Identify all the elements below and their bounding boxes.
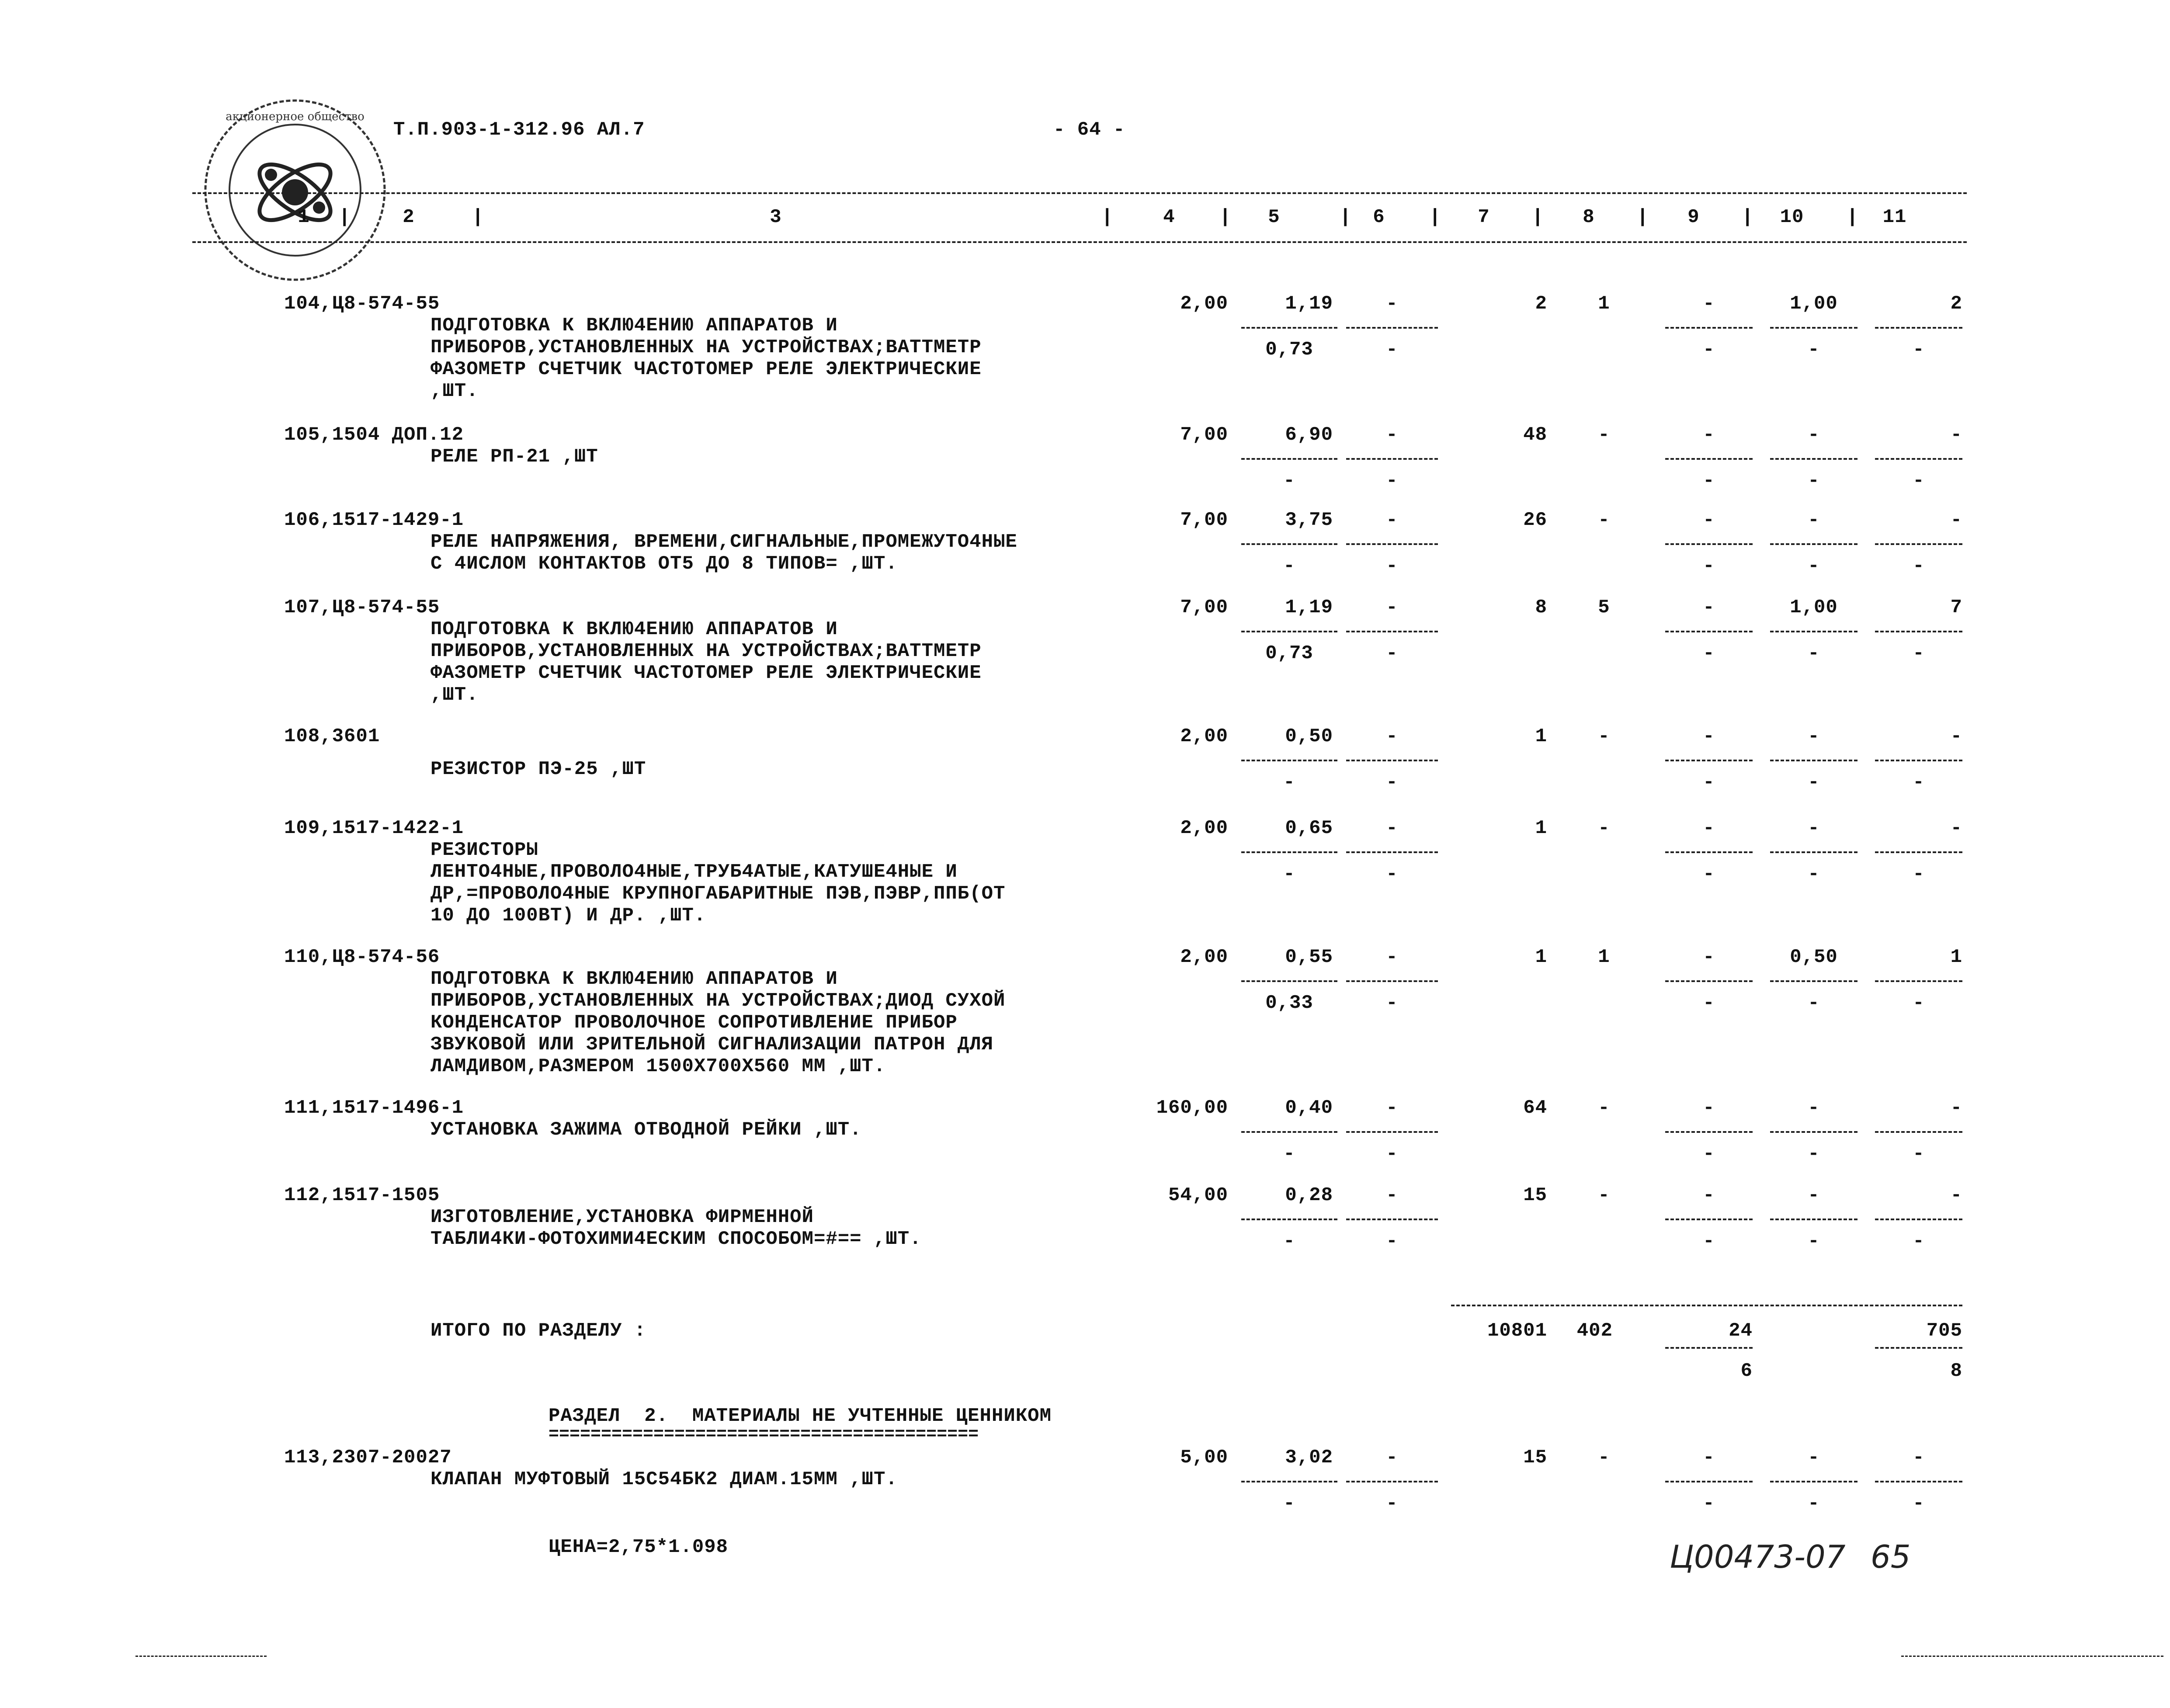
- item-111-col9: -: [1703, 1097, 1715, 1119]
- item-106-desc-line: С 4ИСЛОМ КОНТАКТОВ ОТ5 ДО 8 ТИПОВ= ,ШТ.: [431, 553, 898, 575]
- item-108-col5: 0,50: [1285, 726, 1333, 747]
- item-105-col10-sub: -: [1808, 470, 1820, 492]
- item-109-col8: -: [1598, 817, 1610, 839]
- item-107-desc-line: ПРИБОРОВ,УСТАНОВЛЕННЫХ НА УСТРОЙСТВАХ;ВАТТМЕТР: [431, 640, 982, 662]
- section-2-underline: =========================================: [549, 1425, 979, 1444]
- item-113-col10: -: [1808, 1447, 1820, 1468]
- item-107-col5: 1,19: [1285, 597, 1333, 618]
- item-113-col6-sub: -: [1386, 1493, 1398, 1514]
- item-110-desc-line: ПОДГОТОВКА К ВКЛЮ4ЕНИЮ АППАРАТОВ И: [431, 968, 838, 990]
- item-112-col11-sub: -: [1913, 1230, 1925, 1252]
- item-109-col11-sub: -: [1913, 863, 1925, 885]
- item-106-col11-sub: -: [1913, 555, 1925, 577]
- item-112-col6-sub: -: [1386, 1230, 1398, 1252]
- cell-divider: [1665, 760, 1753, 761]
- item-104-desc-line: ПРИБОРОВ,УСТАНОВЛЕННЫХ НА УСТРОЙСТВАХ;ВАТТМЕТР: [431, 337, 982, 358]
- cell-divider: [1241, 327, 1337, 329]
- cell-divider: [1346, 1131, 1438, 1133]
- item-107-col5-sub: 0,73: [1265, 642, 1313, 664]
- item-107-desc-line: ПОДГОТОВКА К ВКЛЮ4ЕНИЮ АППАРАТОВ И: [431, 618, 838, 640]
- col-header-2: 2: [403, 206, 415, 228]
- item-109-col5: 0,65: [1285, 817, 1333, 839]
- cell-divider: [1346, 760, 1438, 761]
- item-108-col5-sub: -: [1283, 771, 1295, 793]
- item-111-col5: 0,40: [1285, 1097, 1333, 1119]
- cell-divider: [1241, 1131, 1337, 1133]
- item-111-col11-sub: -: [1913, 1143, 1925, 1165]
- col-header-7: 7: [1478, 206, 1490, 228]
- item-105-col5-sub: -: [1283, 470, 1295, 492]
- item-113-col5: 3,02: [1285, 1447, 1333, 1468]
- item-107-col10: 1,00: [1790, 597, 1838, 618]
- col-header-5: 5: [1268, 206, 1280, 228]
- item-108-col10: -: [1808, 726, 1820, 747]
- item-112-col5: 0,28: [1285, 1184, 1333, 1206]
- item-110-col8: 1: [1598, 946, 1610, 968]
- item-105-col11-sub: -: [1913, 470, 1925, 492]
- document-code: Т.П.903-1-312.96 АЛ.7: [393, 119, 645, 141]
- item-112-col5-sub: -: [1283, 1230, 1295, 1252]
- totals-col11: 705: [1926, 1320, 1962, 1342]
- item-104-col11-sub: -: [1913, 339, 1925, 361]
- cell-divider: [1665, 543, 1753, 545]
- cell-divider: [1665, 327, 1753, 329]
- item-106-col10: -: [1808, 509, 1820, 531]
- item-106-desc-line: РЕЛЕ НАПРЯЖЕНИЯ, ВРЕМЕНИ,СИГНАЛЬНЫЕ,ПРОМЕЖУТО4НЫЕ: [431, 531, 1017, 553]
- item-113-col9-sub: -: [1703, 1493, 1715, 1514]
- item-109-desc-line: РЕЗИСТОРЫ: [431, 839, 538, 861]
- item-113-col11: -: [1913, 1447, 1925, 1468]
- item-111-col8: -: [1598, 1097, 1610, 1119]
- item-112-col11: -: [1950, 1184, 1962, 1206]
- item-106-col11: -: [1950, 509, 1962, 531]
- item-113-col6: -: [1386, 1447, 1398, 1468]
- cell-divider: [1770, 760, 1858, 761]
- item-111-col9-sub: -: [1703, 1143, 1715, 1165]
- organization-stamp: [199, 94, 391, 286]
- item-106-id: 106,1517-1429-1: [284, 509, 464, 531]
- item-108-col6-sub: -: [1386, 771, 1398, 793]
- item-106-col4: 7,00: [1180, 509, 1228, 531]
- col-header-9: 9: [1687, 206, 1700, 228]
- cell-divider: [1875, 1219, 1962, 1220]
- item-108-col9-sub: -: [1703, 771, 1715, 793]
- item-110-col10: 0,50: [1790, 946, 1838, 968]
- cell-divider: [1875, 851, 1962, 853]
- item-107-col9-sub: -: [1703, 642, 1715, 664]
- item-113-col4: 5,00: [1180, 1447, 1228, 1468]
- item-108-col11: -: [1950, 726, 1962, 747]
- item-104-desc-line: ,ШТ.: [431, 380, 479, 402]
- item-106-col5-sub: -: [1283, 555, 1295, 577]
- item-108-col10-sub: -: [1808, 771, 1820, 793]
- item-105-col7: 48: [1523, 424, 1547, 446]
- cell-divider: [1241, 760, 1337, 761]
- cell-divider: [1875, 543, 1962, 545]
- cell-divider: [1346, 543, 1438, 545]
- item-110-desc-line: ЛАМДИВОМ,РАЗМЕРОМ 1500Х700Х560 ММ ,ШТ.: [431, 1055, 886, 1077]
- item-110-col9: -: [1703, 946, 1715, 968]
- item-112-col10-sub: -: [1808, 1230, 1820, 1252]
- item-111-desc-line: УСТАНОВКА ЗАЖИМА ОТВОДНОЙ РЕЙКИ ,ШТ.: [431, 1119, 862, 1141]
- cell-divider: [1241, 458, 1337, 460]
- item-107-col11: 7: [1950, 597, 1962, 618]
- item-109-desc-line: ЛЕНТО4НЫЕ,ПРОВОЛО4НЫЕ,ТРУБ4АТЫЕ,КАТУШЕ4НЫЕ И: [431, 861, 958, 883]
- item-112-id: 112,1517-1505: [284, 1184, 440, 1206]
- item-112-desc-line: ТАБЛИ4КИ-ФОТОХИМИ4ЕСКИМ СПОСОБОМ=#== ,ШТ.: [431, 1228, 922, 1250]
- item-106-col10-sub: -: [1808, 555, 1820, 577]
- item-109-col9-sub: -: [1703, 863, 1715, 885]
- item-104-desc-line: ФАЗОМЕТР СЧЕТЧИК ЧАСТОТОМЕР РЕЛЕ ЭЛЕКТРИЧЕСКИЕ: [431, 358, 982, 380]
- item-113-col11-sub: -: [1913, 1493, 1925, 1514]
- item-110-col9-sub: -: [1703, 992, 1715, 1014]
- item-104-id: 104,Ц8-574-55: [284, 293, 440, 315]
- item-108-col6: -: [1386, 726, 1398, 747]
- item-105-col6: -: [1386, 424, 1398, 446]
- cell-divider: [1875, 1131, 1962, 1133]
- item-109-desc-line: ДР,=ПРОВОЛО4НЫЕ КРУПНОГАБАРИТНЫЕ ПЭВ,ПЭВР,ППБ(ОТ: [431, 883, 1006, 905]
- item-109-col5-sub: -: [1283, 863, 1295, 885]
- item-109-col7: 1: [1535, 817, 1547, 839]
- cell-divider: [1665, 1219, 1753, 1220]
- col-header-6: 6: [1373, 206, 1385, 228]
- item-112-col4: 54,00: [1168, 1184, 1228, 1206]
- item-105-col8: -: [1598, 424, 1610, 446]
- header-top-rule: [192, 192, 1967, 194]
- item-110-col4: 2,00: [1180, 946, 1228, 968]
- item-111-col10: -: [1808, 1097, 1820, 1119]
- cell-divider: [1875, 327, 1962, 329]
- item-104-col5-sub: 0,73: [1265, 339, 1313, 361]
- item-104-desc-line: ПОДГОТОВКА К ВКЛЮ4ЕНИЮ АППАРАТОВ И: [431, 315, 838, 337]
- section-2-title: РАЗДЕЛ 2. МАТЕРИАЛЫ НЕ УЧТЕННЫЕ ЦЕННИКОМ: [549, 1405, 1052, 1427]
- item-106-col6-sub: -: [1386, 555, 1398, 577]
- item-111-col10-sub: -: [1808, 1143, 1820, 1165]
- item-107-col9: -: [1703, 597, 1715, 618]
- item-109-col10: -: [1808, 817, 1820, 839]
- item-107-col7: 8: [1535, 597, 1547, 618]
- cell-divider: [1346, 980, 1438, 982]
- item-104-col6-sub: -: [1386, 339, 1398, 361]
- item-106-col9: -: [1703, 509, 1715, 531]
- item-113-id: 113,2307-20027: [284, 1447, 452, 1468]
- item-109-col10-sub: -: [1808, 863, 1820, 885]
- item-105-col10: -: [1808, 424, 1820, 446]
- item-108-col11-sub: -: [1913, 771, 1925, 793]
- item-111-col6: -: [1386, 1097, 1398, 1119]
- item-107-desc-line: ФАЗОМЕТР СЧЕТЧИК ЧАСТОТОМЕР РЕЛЕ ЭЛЕКТРИЧЕСКИЕ: [431, 662, 982, 684]
- item-104-col9: -: [1703, 293, 1715, 315]
- item-113-col9: -: [1703, 1447, 1715, 1468]
- item-110-col11-sub: -: [1913, 992, 1925, 1014]
- cell-divider: [1241, 543, 1337, 545]
- item-111-id: 111,1517-1496-1: [284, 1097, 464, 1119]
- item-111-col7: 64: [1523, 1097, 1547, 1119]
- item-112-col9-sub: -: [1703, 1230, 1715, 1252]
- item-108-col8: -: [1598, 726, 1610, 747]
- item-107-col6: -: [1386, 597, 1398, 618]
- item-107-col10-sub: -: [1808, 642, 1820, 664]
- item-110-col11: 1: [1950, 946, 1962, 968]
- item-113-col10-sub: -: [1808, 1493, 1820, 1514]
- cell-divider: [1770, 631, 1858, 632]
- item-110-col7: 1: [1535, 946, 1547, 968]
- cell-divider: [1770, 851, 1858, 853]
- item-110-col5-sub: 0,33: [1265, 992, 1313, 1014]
- totals-col11-sub: 8: [1950, 1360, 1962, 1382]
- item-104-col6: -: [1386, 293, 1398, 315]
- item-105-id: 105,1504 ДОП.12: [284, 424, 464, 446]
- item-105-col11: -: [1950, 424, 1962, 446]
- item-112-col9: -: [1703, 1184, 1715, 1206]
- item-104-col11: 2: [1950, 293, 1962, 315]
- item-104-col10: 1,00: [1790, 293, 1838, 315]
- col-header-4: 4: [1163, 206, 1175, 228]
- cell-divider: [1346, 458, 1438, 460]
- cell-divider: [1770, 980, 1858, 982]
- item-111-col11: -: [1950, 1097, 1962, 1119]
- item-109-col6-sub: -: [1386, 863, 1398, 885]
- price-note: ЦЕНА=2,75*1.098: [549, 1536, 729, 1558]
- item-105-col6-sub: -: [1386, 470, 1398, 492]
- item-113-col7: 15: [1523, 1447, 1547, 1468]
- col-header-3: 3: [770, 206, 782, 228]
- item-110-desc-line: ПРИБОРОВ,УСТАНОВЛЕННЫХ НА УСТРОЙСТВАХ;ДИОД СУХОЙ: [431, 990, 1006, 1012]
- totals-label: ИТОГО ПО РАЗДЕЛУ :: [431, 1320, 646, 1342]
- item-112-col8: -: [1598, 1184, 1610, 1206]
- col-header-1: 1: [298, 206, 310, 228]
- cell-divider: [1346, 1219, 1438, 1220]
- cell-divider: [1241, 1219, 1337, 1220]
- item-111-col5-sub: -: [1283, 1143, 1295, 1165]
- cell-divider: [1770, 1131, 1858, 1133]
- cell-divider: [1346, 851, 1438, 853]
- col-header-10: 10: [1780, 206, 1804, 228]
- item-112-desc-line: ИЗГОТОВЛЕНИЕ,УСТАНОВКА ФИРМЕННОЙ: [431, 1206, 814, 1228]
- item-105-desc-line: РЕЛЕ РП-21 ,ШТ: [431, 446, 598, 468]
- item-109-col9: -: [1703, 817, 1715, 839]
- item-106-col6: -: [1386, 509, 1398, 531]
- item-110-col10-sub: -: [1808, 992, 1820, 1014]
- cell-divider: [1665, 1131, 1753, 1133]
- stamp-text: акционерное общество: [226, 110, 365, 123]
- cell-divider: [1346, 631, 1438, 632]
- item-105-col5: 6,90: [1285, 424, 1333, 446]
- item-106-col5: 3,75: [1285, 509, 1333, 531]
- cell-divider: [1875, 980, 1962, 982]
- header-bottom-rule: [192, 241, 1967, 243]
- item-104-col10-sub: -: [1808, 339, 1820, 361]
- item-108-col4: 2,00: [1180, 726, 1228, 747]
- col-header-8: 8: [1583, 206, 1595, 228]
- item-109-desc-line: 10 ДО 100ВТ) И ДР. ,ШТ.: [431, 905, 706, 927]
- item-112-col6: -: [1386, 1184, 1398, 1206]
- cell-divider: [1241, 631, 1337, 632]
- item-108-id: 108,3601: [284, 726, 380, 747]
- cell-divider: [1241, 980, 1337, 982]
- item-109-col11: -: [1950, 817, 1962, 839]
- item-109-id: 109,1517-1422-1: [284, 817, 464, 839]
- item-105-col4: 7,00: [1180, 424, 1228, 446]
- item-109-col6: -: [1386, 817, 1398, 839]
- item-108-desc-line: РЕЗИСТОР ПЭ-25 ,ШТ: [431, 758, 646, 780]
- item-107-id: 107,Ц8-574-55: [284, 597, 440, 618]
- item-110-col6-sub: -: [1386, 992, 1398, 1014]
- cell-divider: [1770, 458, 1858, 460]
- cell-divider: [1770, 327, 1858, 329]
- item-106-col7: 26: [1523, 509, 1547, 531]
- cell-divider: [1770, 543, 1858, 545]
- cell-divider: [1665, 980, 1753, 982]
- item-111-col4: 160,00: [1156, 1097, 1228, 1119]
- cell-divider: [1241, 851, 1337, 853]
- item-104-col9-sub: -: [1703, 339, 1715, 361]
- item-110-col5: 0,55: [1285, 946, 1333, 968]
- page-number: - 64 -: [1053, 119, 1125, 141]
- item-104-col7: 2: [1535, 293, 1547, 315]
- item-107-col11-sub: -: [1913, 642, 1925, 664]
- cell-divider: [1875, 458, 1962, 460]
- item-107-desc-line: ,ШТ.: [431, 684, 479, 706]
- item-106-col9-sub: -: [1703, 555, 1715, 577]
- item-107-col6-sub: -: [1386, 642, 1398, 664]
- totals-col7: 10801: [1487, 1320, 1547, 1342]
- item-109-col4: 2,00: [1180, 817, 1228, 839]
- item-104-col8: 1: [1598, 293, 1610, 315]
- cell-divider: [1346, 327, 1438, 329]
- totals-col9-sub: 6: [1740, 1360, 1753, 1382]
- item-110-desc-line: ЗВУКОВОЙ ИЛИ ЗРИТЕЛЬНОЙ СИГНАЛИЗАЦИИ ПАТРОН ДЛЯ: [431, 1034, 994, 1055]
- item-105-col9-sub: -: [1703, 470, 1715, 492]
- col-header-11: 11: [1882, 206, 1907, 228]
- item-110-col6: -: [1386, 946, 1398, 968]
- item-105-col9: -: [1703, 424, 1715, 446]
- item-111-col6-sub: -: [1386, 1143, 1398, 1165]
- item-110-desc-line: КОНДЕНСАТОР ПРОВОЛОЧНОЕ СОПРОТИВЛЕНИЕ ПРИБОР: [431, 1012, 958, 1034]
- item-107-col4: 7,00: [1180, 597, 1228, 618]
- cell-divider: [1665, 631, 1753, 632]
- cell-divider: [1770, 1219, 1858, 1220]
- item-112-col10: -: [1808, 1184, 1820, 1206]
- cell-divider: [1875, 760, 1962, 761]
- cell-divider: [1665, 851, 1753, 853]
- item-113-desc: КЛАПАН МУФТОВЫЙ 15С54БК2 ДИАМ.15ММ ,ШТ.: [431, 1468, 898, 1490]
- item-112-col7: 15: [1523, 1184, 1547, 1206]
- totals-col9: 24: [1729, 1320, 1753, 1342]
- item-108-col9: -: [1703, 726, 1715, 747]
- totals-col8: 402: [1576, 1320, 1613, 1342]
- item-107-col8: 5: [1598, 597, 1610, 618]
- cell-divider: [1665, 458, 1753, 460]
- item-113-col5-sub: -: [1283, 1493, 1295, 1514]
- item-110-id: 110,Ц8-574-56: [284, 946, 440, 968]
- item-113-col8: -: [1598, 1447, 1610, 1468]
- item-104-col5: 1,19: [1285, 293, 1333, 315]
- cell-divider: [1875, 631, 1962, 632]
- handwritten-page: 65: [1871, 1538, 1911, 1575]
- item-104-col4: 2,00: [1180, 293, 1228, 315]
- handwritten-code: Ц00473-07: [1670, 1538, 1846, 1575]
- item-108-col7: 1: [1535, 726, 1547, 747]
- item-106-col8: -: [1598, 509, 1610, 531]
